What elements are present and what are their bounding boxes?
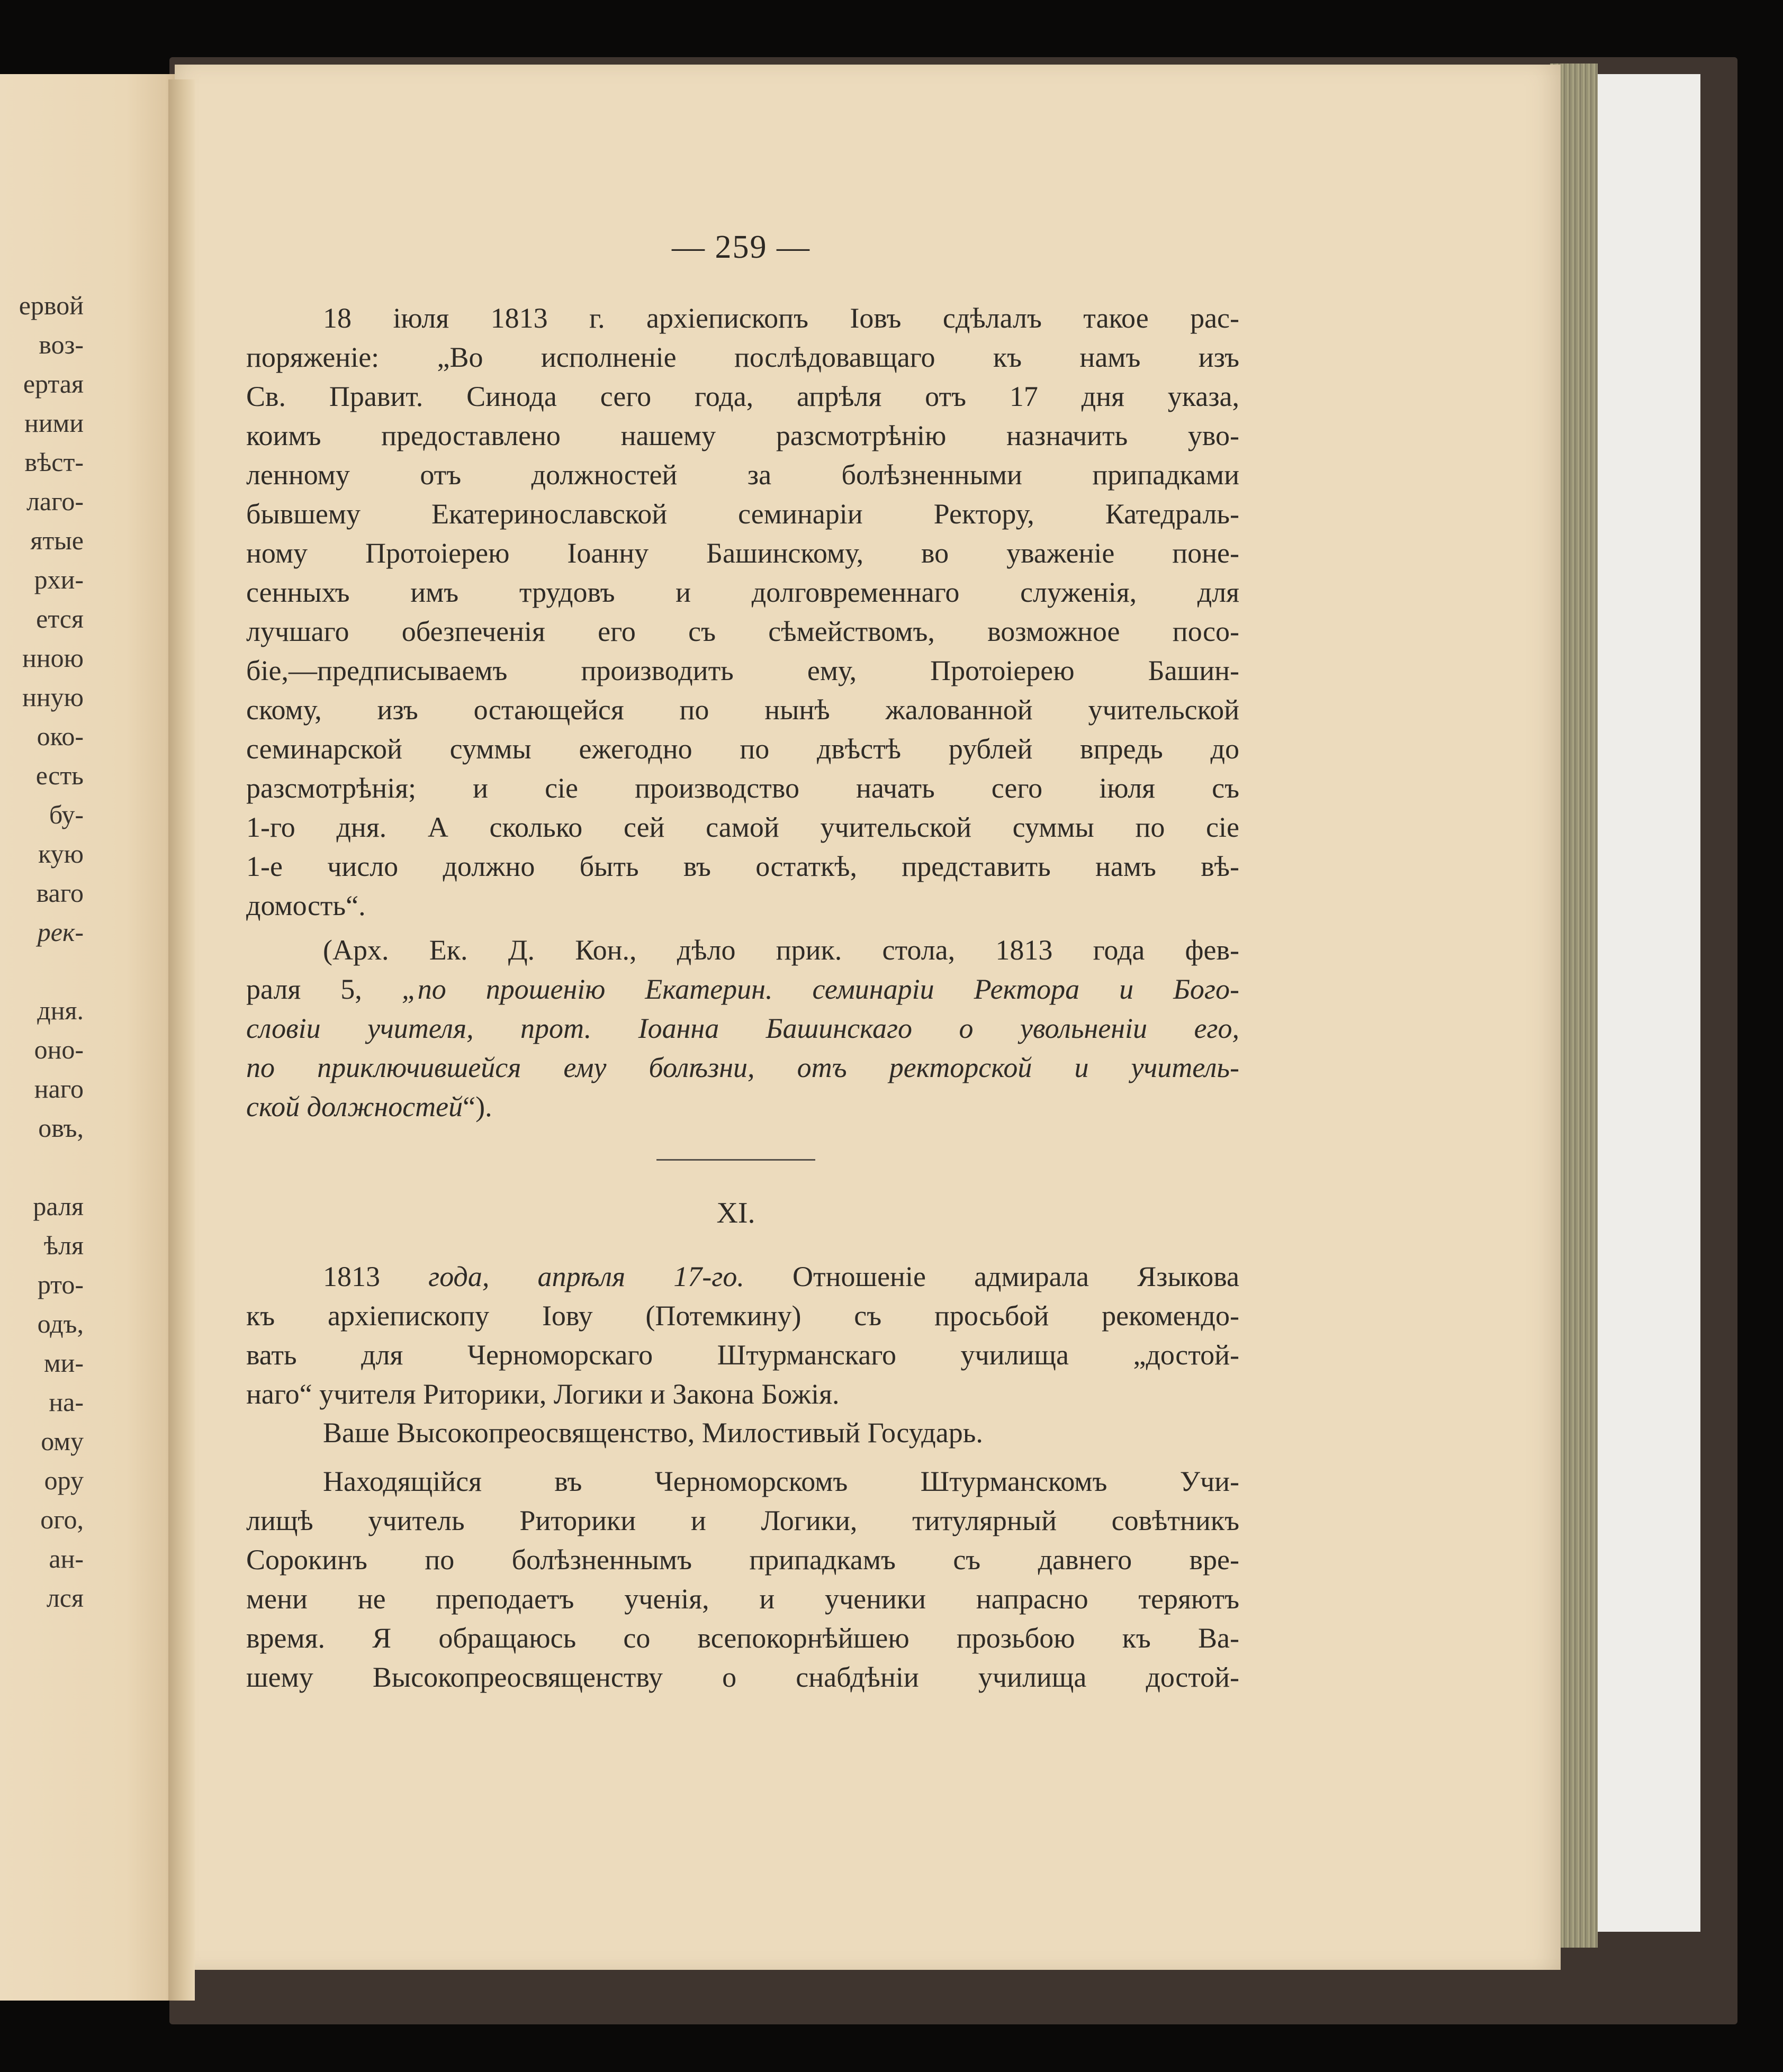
text-line: Находящійся въ Черноморскомъ Штурманскомъ Учи- bbox=[323, 1465, 1239, 1497]
text-line: домость“. bbox=[246, 890, 366, 921]
left-page-fragment: на- bbox=[49, 1387, 84, 1417]
text-line: (Арх. Ек. Д. Кон., дѣло прик. стола, 1813 года фев- bbox=[323, 934, 1239, 966]
text-line: поряженіе: „Во исполненіе послѣдовавщаго къ намъ изъ bbox=[246, 341, 1239, 373]
left-page-fragment: ертая bbox=[23, 369, 84, 399]
text-segment: “). bbox=[463, 1091, 492, 1123]
left-page-fragment: дня. bbox=[37, 996, 84, 1025]
text-line: шему Высокопреосвященству о снабдѣніи училища достой- bbox=[246, 1661, 1239, 1693]
text-line: Сорокинъ по болѣзненнымъ припадкамъ съ давнего вре- bbox=[246, 1544, 1239, 1576]
text-line: вать для Черноморскаго Штурманскаго училища „достой- bbox=[246, 1339, 1239, 1371]
paragraph-document-title bbox=[246, 1257, 1239, 1414]
left-page-fragment: ѣля bbox=[43, 1230, 84, 1260]
background-sheet bbox=[1595, 74, 1700, 1932]
left-page-fragment: бу- bbox=[49, 800, 84, 829]
text-line: Св. Правит. Синода сего года, апрѣля отъ 17 дня указа, bbox=[246, 381, 1239, 412]
left-page-fragment: ервой bbox=[19, 291, 84, 320]
text-line: лучшаго обезпеченія его съ сѣмействомъ, возможное посо- bbox=[246, 616, 1239, 647]
left-page-fragment: ору bbox=[44, 1465, 84, 1495]
left-page-fragment: ми- bbox=[43, 1348, 84, 1378]
left-page-fragment: наго bbox=[34, 1074, 84, 1103]
text-line: къ архіепископу Іову (Потемкину) съ просьбой рекомендо- bbox=[246, 1300, 1239, 1332]
text-line: бывшему Екатеринославской семинаріи Ректору, Катедраль- bbox=[246, 498, 1239, 530]
italic-segment: „по прошенію Екатерин. семинаріи Ректора и Бого- bbox=[401, 973, 1239, 1005]
left-page-fragment: око- bbox=[37, 721, 84, 751]
left-page-fragment: ого, bbox=[40, 1505, 84, 1534]
paragraph-letter-body bbox=[246, 1462, 1239, 1697]
left-page-fragment: рхи- bbox=[34, 565, 84, 594]
left-page-fragment: лся bbox=[46, 1583, 84, 1613]
left-page-fragment: воз- bbox=[39, 330, 84, 359]
text-line: сенныхъ имъ трудовъ и долговременнаго служенія, для bbox=[246, 576, 1239, 608]
left-page-fragment: ется bbox=[36, 604, 84, 634]
salutation-line: Ваше Высокопреосвященство, Милостивый Государь. bbox=[323, 1417, 983, 1449]
paragraph-order bbox=[246, 298, 1239, 925]
text-line: 1-го дня. А сколько сей самой учительской суммы по сіе bbox=[246, 811, 1239, 843]
left-page-fragment: раля bbox=[33, 1191, 84, 1221]
left-page-fragment: рто- bbox=[37, 1270, 84, 1299]
left-page-fragment bbox=[0, 952, 84, 991]
text-segment: раля 5, bbox=[246, 973, 402, 1005]
section-heading: XI. bbox=[716, 1197, 755, 1229]
paragraph-salutation bbox=[246, 1413, 1239, 1452]
text-line: скому, изъ остающейся по нынѣ жалованной учительской bbox=[246, 694, 1239, 726]
left-page-fragment: ан- bbox=[49, 1544, 84, 1573]
book-gutter bbox=[168, 79, 195, 2001]
text-line: время. Я обращаюсь со всепокорнѣйшею прозьбою къ Ва- bbox=[246, 1622, 1239, 1654]
left-page-fragment bbox=[0, 1147, 84, 1187]
left-page-fragment: вѣст- bbox=[24, 447, 84, 477]
left-page-fragment: овъ, bbox=[38, 1113, 84, 1143]
left-page-fragment: нную bbox=[22, 682, 84, 712]
italic-segment: года, апрѣля 17-го. bbox=[428, 1261, 744, 1292]
page-number: — 259 — bbox=[672, 229, 811, 265]
left-page-fragment: есть bbox=[35, 761, 84, 790]
text-line: лищѣ учитель Риторики и Логики, титулярный совѣтникъ bbox=[246, 1505, 1239, 1536]
left-page-fragment: кую bbox=[38, 839, 84, 868]
left-page-text bbox=[0, 286, 84, 1662]
text-line bbox=[246, 970, 1239, 1009]
italic-segment: ской должностей bbox=[246, 1091, 463, 1123]
left-page-fragment: нною bbox=[22, 643, 84, 673]
text-line bbox=[246, 1087, 1239, 1126]
text-line: разсмотрѣнія; и сіе производство начать сего іюля съ bbox=[246, 772, 1239, 804]
left-page-fragment: ними bbox=[24, 408, 84, 438]
text-line: словіи учителя, прот. Іоанна Башинскаго о увольненіи его, bbox=[246, 1012, 1239, 1044]
text-segment: Отношеніе адмирала Языкова bbox=[744, 1261, 1239, 1292]
text-line: ленному отъ должностей за болѣзненными припадками bbox=[246, 459, 1239, 491]
left-page-fragment: рек- bbox=[37, 917, 84, 947]
text-line: по приключившейся ему болѣзни, отъ ректорской и учитель- bbox=[246, 1052, 1239, 1083]
paragraph-archive-reference bbox=[246, 930, 1239, 1126]
text-segment: 1813 bbox=[323, 1261, 429, 1292]
text-line: біе,—предписываемъ производить ему, Протоіерею Башин- bbox=[246, 655, 1239, 686]
text-line: наго“ учителя Риторики, Логики и Закона Божія. bbox=[246, 1378, 840, 1410]
text-line: коимъ предоставлено нашему разсмотрѣнію назначить уво- bbox=[246, 420, 1239, 451]
text-line: ному Протоіерею Іоанну Башинскому, во уваженіе поне- bbox=[246, 537, 1239, 569]
section-divider bbox=[656, 1159, 815, 1161]
left-page-fragment: оно- bbox=[34, 1035, 84, 1064]
text-line: мени не преподаетъ ученія, и ученики напрасно теряютъ bbox=[246, 1583, 1239, 1615]
text-line: семинарской суммы ежегодно по двѣстѣ рублей впредь до bbox=[246, 733, 1239, 765]
left-page-fragment: ваго bbox=[36, 878, 84, 908]
text-line: 18 іюля 1813 г. архіепископъ Іовъ сдѣлалъ такое рас- bbox=[323, 302, 1239, 334]
left-page-fragment: одъ, bbox=[37, 1309, 84, 1338]
left-page-fragment: ому bbox=[41, 1426, 84, 1456]
text-line: 1-е число должно быть въ остаткѣ, представить намъ вѣ- bbox=[246, 850, 1239, 882]
left-page-fragment: лаго- bbox=[26, 486, 84, 516]
left-page-fragment: ятые bbox=[30, 526, 84, 555]
text-line bbox=[246, 1257, 1239, 1296]
